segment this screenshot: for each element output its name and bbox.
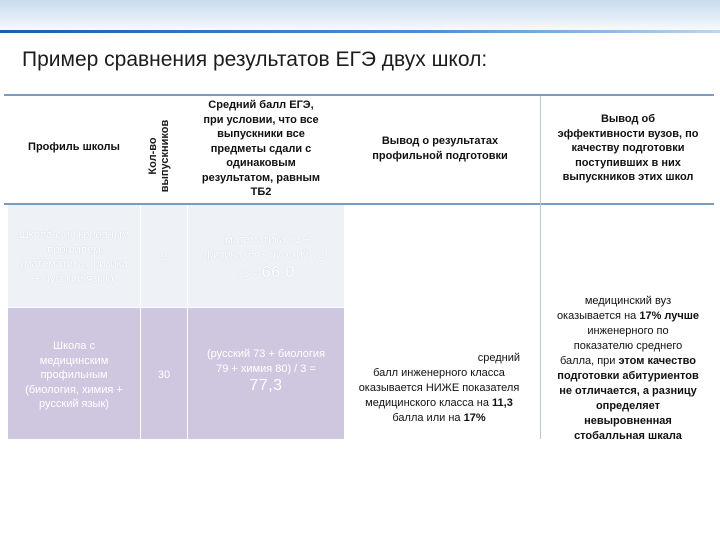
header-efficiency-line: эффективности вузов, по: [557, 127, 699, 140]
efficiency-line: невыровненная: [584, 415, 672, 427]
header-conclusion-line: Вывод о результатах: [381, 135, 499, 147]
conclusion-text-part: балла или на: [392, 412, 464, 424]
efficiency-line: инженерного по: [587, 325, 669, 337]
conclusion-diff-points: 11,3: [492, 397, 513, 409]
row1-formula: [190, 233, 342, 282]
conclusion-line: балл инженерного класса: [373, 367, 505, 379]
header-band: [0, 0, 720, 34]
row1-formula-line: (математика 63 +: [221, 234, 311, 246]
header-average-line: предметы сдали с: [210, 142, 312, 155]
row2-profile-line: Школа с: [53, 340, 95, 352]
row1-profile-line: + русский язык): [34, 272, 114, 285]
efficiency-line: подготовки абитуриентов: [557, 370, 699, 382]
header-efficiency-line: выпускников этих школ: [562, 171, 694, 183]
header-efficiency-line: поступивших в них: [575, 156, 681, 169]
efficiency-highlight: этом качество: [618, 355, 696, 367]
row2-average-value: 77,3: [249, 377, 283, 394]
row1-profile-line: Школа с инженерным: [18, 229, 130, 241]
efficiency-text-part: оказывается на: [556, 310, 640, 322]
row2-formula-line: (русский 73 + биология: [206, 348, 326, 360]
header-count: [147, 114, 171, 198]
column-divider-efficiency: [540, 96, 541, 439]
row2-count: 30: [157, 369, 171, 381]
efficiency-line: не отличается, а разницу: [559, 385, 697, 397]
efficiency-line: медицинский вуз: [584, 295, 672, 307]
efficiency-line: [543, 309, 713, 324]
header-average-line: при условии, что все: [203, 113, 319, 126]
conclusion-diff-percent: 17%: [463, 412, 486, 424]
header-efficiency-line: Вывод об: [600, 113, 656, 125]
header-average-line: выпускники все: [217, 128, 305, 140]
header-efficiency: [543, 112, 713, 185]
column-divider: [187, 205, 188, 439]
row2-profile-line: (биология, химия +: [25, 383, 123, 396]
efficiency-highlight: 17% лучше: [639, 310, 700, 322]
row1-formula-line: физика 65 + русский 73): [204, 248, 328, 261]
header-accent-line: [0, 30, 720, 33]
conclusion-text-part: медицинского класса на: [365, 397, 493, 409]
row1-average-value: 66,0: [261, 264, 295, 281]
conclusion-line: [346, 411, 532, 426]
header-average: [188, 98, 334, 200]
efficiency-text: [543, 294, 713, 444]
header-average-line: Средний балл ЕГЭ,: [208, 99, 314, 111]
efficiency-line: [543, 354, 713, 369]
slide-title: Пример сравнения результатов ЕГЭ двух школ:: [22, 48, 488, 71]
row1-formula-line: [190, 266, 342, 282]
table-top-rule: [4, 94, 714, 96]
header-efficiency-line: качеству подготовки: [571, 142, 685, 154]
row2-profile-line: профильным: [40, 369, 108, 381]
conclusion-text: [346, 351, 532, 426]
efficiency-line: показателю среднего: [573, 340, 683, 352]
row1-profile: [10, 228, 138, 286]
row2-profile-line: русский язык): [39, 398, 109, 410]
efficiency-line: стобалльная шкала: [574, 430, 682, 442]
header-count-text: Кол-во выпускников: [147, 119, 171, 193]
row1-profile-line: (математика, физика: [20, 258, 128, 270]
header-average-line: ТБ2: [250, 186, 272, 198]
efficiency-line: определяет: [595, 400, 661, 412]
column-divider: [140, 205, 141, 439]
header-average-line: результатом, равным: [201, 171, 321, 184]
efficiency-text-part: балла, при: [559, 355, 619, 367]
row2-profile-line: медицинским: [39, 354, 109, 367]
row2-formula: [190, 347, 342, 394]
row1-profile-line: профилем: [47, 243, 101, 256]
header-profile: Профиль школы: [28, 141, 120, 153]
header-average-line: одинаковым: [226, 157, 296, 169]
conclusion-line: оказывается НИЖЕ показателя: [358, 382, 520, 394]
row1-formula-prefix: / 3 =: [237, 268, 259, 280]
conclusion-line: [346, 396, 532, 411]
row2-profile: [10, 339, 138, 412]
header-conclusion: [350, 134, 530, 163]
row1-count: 30: [157, 251, 171, 263]
row2-formula-line: 79 + химия 80) / 3 =: [216, 362, 316, 375]
header-conclusion-line: профильной подготовки: [372, 149, 508, 162]
conclusion-line: средний: [477, 352, 520, 364]
